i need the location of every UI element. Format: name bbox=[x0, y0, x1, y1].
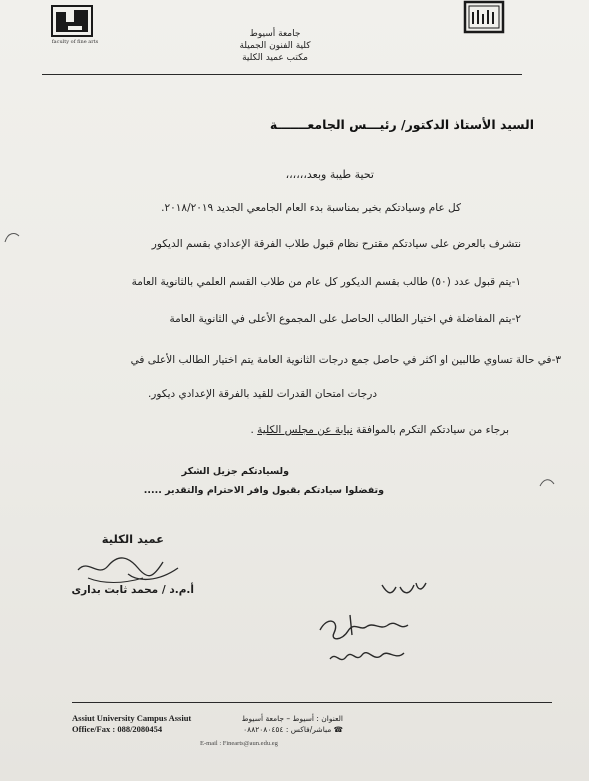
footer-divider bbox=[72, 702, 552, 703]
faculty-logo-icon bbox=[50, 2, 94, 42]
footer-fax-ar-text: مباشر/فاكس : ٠٨٨٢٠٨٠٤٥٤ bbox=[243, 725, 332, 734]
faculty-name: كلية الفنون الجميلة bbox=[239, 41, 311, 51]
dean-title: عميد الكلية bbox=[101, 532, 164, 546]
item-2: ٢-يتم المفاضلة في اختيار الطالب الحاصل على المجموع الأعلى في الثانوية العامة bbox=[169, 313, 521, 325]
dean-name: أ.م.د / محمد ثابت بدارى bbox=[71, 584, 194, 596]
item-1: ١-يتم قبول عدد (٥٠) طالب بقسم الديكور كل عام من طلاب القسم العلمي بالثانوية العامة bbox=[131, 276, 521, 288]
footer-email: E-mail : Finearts@aun.edu.eg bbox=[200, 740, 278, 747]
closing-thanks: ولسيادتكم جزيل الشكر bbox=[181, 466, 289, 477]
dean-signature-icon bbox=[68, 548, 188, 588]
paragraph-2: نتشرف بالعرض على سيادتكم مقترح نظام قبول طلاب الفرقة الإعدادي بقسم الديكور bbox=[151, 238, 521, 250]
footer-address-ar: العنوان : أسيوط – جامعة أسيوط bbox=[241, 714, 343, 723]
header-divider bbox=[42, 74, 522, 75]
greeting: تحية طيبة وبعد،،،،،، bbox=[285, 168, 374, 181]
faculty-logo-caption: faculty of fine arts bbox=[51, 39, 99, 45]
closing-regards: وتفضلوا سيادتكم بقبول وافر الاحترام والتقدير ..... bbox=[143, 485, 384, 496]
request-underlined: نيابة عن مجلس الكلية bbox=[257, 424, 353, 436]
request-end: . bbox=[250, 424, 258, 436]
university-name: جامعة أسيوط bbox=[249, 29, 301, 39]
phone-icon: ☎ bbox=[331, 725, 343, 734]
letterhead bbox=[205, 28, 345, 64]
footer-fax-en: Office/Fax : 088/2080454 bbox=[72, 724, 163, 734]
footer-address-en: Assiut University Campus Assiut bbox=[72, 713, 192, 723]
office-name: مكتب عميد الكلية bbox=[242, 53, 308, 63]
request-text: برجاء من سيادتكم التكرم بالموافقة bbox=[352, 424, 509, 436]
request-line bbox=[250, 424, 509, 436]
university-seal-icon bbox=[462, 0, 506, 36]
fold-mark-icon bbox=[3, 230, 21, 244]
item-3: ٣-في حالة تساوي طالبين او اكثر في حاصل جمع درجات الثانوية العامة يتم اختيار الطالب الأعلى في bbox=[130, 354, 561, 366]
handwritten-annotation-icon bbox=[300, 575, 440, 675]
footer-arabic bbox=[173, 713, 343, 735]
fold-mark-icon bbox=[538, 476, 556, 490]
footer-fax-ar bbox=[173, 724, 343, 735]
paragraph-1: كل عام وسيادتكم بخير بمناسبة بدء العام الجامعي الجديد ٢٠١٨/٢٠١٩. bbox=[161, 202, 461, 214]
item-3-continued: درجات امتحان القدرات للقيد بالفرقة الإعدادي ديكور. bbox=[147, 388, 377, 400]
recipient-line: السيد الأستاذ الدكتور/ رئيـــس الجامعـــــــة bbox=[269, 117, 534, 132]
